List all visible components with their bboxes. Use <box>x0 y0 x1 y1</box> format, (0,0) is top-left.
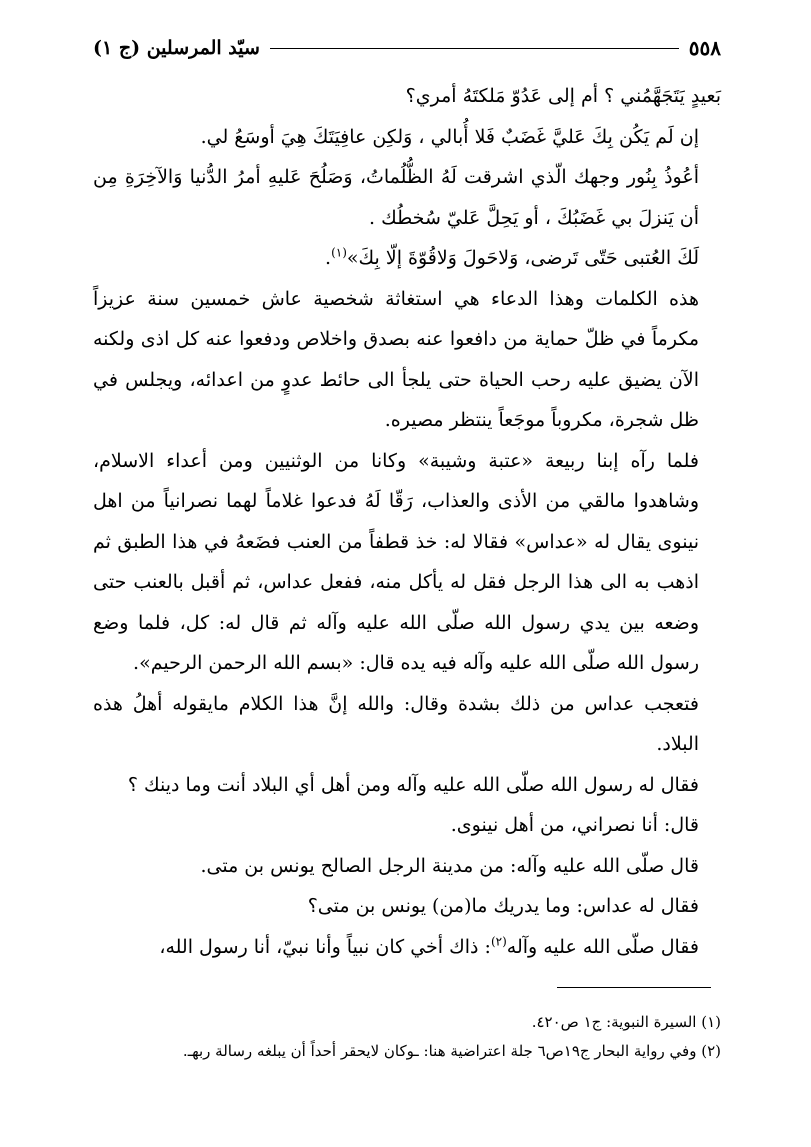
footnote-separator <box>557 987 711 988</box>
paragraph-text: لَكَ العُتبى حَتّى تَرضى، وَلاحَولَ وَلاقُوّةَ إلّا بِكَ» <box>346 247 699 269</box>
footnote-mark-2: (٢) <box>490 934 507 949</box>
paragraph: فتعجب عداس من ذلك بشدة وقال: والله إنَّ هذا الكلام مايقوله أهلُ هذه البلاد. <box>93 692 699 755</box>
paragraph: هذه الكلمات وهذا الدعاء هي استغاثة شخصية عاش خمسين سنة عزيزاً مكرماً في ظلّ حماية من دافعوا عنه بصدق واخلاص ودفعوا عنه كل اذى ولكنه الآن يضيق عليه رحب الحياة حتى يلجأ الى حائط عدوٍ من اعدائه، ويجلس في ظل شجرة، مكروباً موجَعاً ينتظر مصيره. <box>93 287 699 431</box>
page-number: ٥٥٨ <box>688 36 721 60</box>
paragraph: قال: أنا نصراني، من أهل نينوى. <box>450 814 699 836</box>
page-header <box>93 30 721 66</box>
main-text <box>93 76 721 967</box>
paragraph <box>93 927 721 968</box>
paragraph: بَعيدٍ يَتَجَهَّمُني ؟ أم إلى عَدُوّ مَلكتَهُ أمري؟ <box>405 85 721 107</box>
paragraph: فقال له رسول الله صلّى الله عليه وآله ومن أهل أي البلاد أنت وما دينك ؟ <box>127 773 699 796</box>
footnotes <box>93 1008 721 1066</box>
paragraph: لَكَ العُتبى حَتّى تَرضى، وَلاحَولَ وَلاقُوّةَ إلّا بِكَ»$^{(١)}$. <box>325 245 699 269</box>
paragraph: فقال له عداس: وما يدريك ما(من) يونس بن متى؟ <box>307 895 699 917</box>
running-title: سيّد المرسلين (ج ١) <box>93 37 260 59</box>
paragraph: أعُوذُ بِنُور وجهك الّذي اشرقت لَهُ الظُّلُماتُ، وَصَلُحَ عَليهِ أمرُ الدُّنيا وَالآخِرَةِ مِن أن يَنزلَ بي غَضَبُكَ ، أو يَحِلَّ عَليّ سُخطُك . <box>93 166 699 229</box>
paragraph-text: فقال صلّى الله عليه وآله <box>506 935 699 958</box>
paragraph-text: : ذاك أخي كان نبياً وأنا نبيّ، أنا رسول الله، <box>159 935 491 958</box>
header-rule <box>270 48 679 49</box>
footnote-1: (١) السيرة النبوية: ج١ ص٤٢٠. <box>531 1013 721 1031</box>
paragraph: إن لَم يَكُن بِكَ عَليَّ غَضَبٌ فَلا أُبالي ، وَلكِن عافِيَتَكَ هِيَ أوسَعُ لي. <box>200 125 699 148</box>
paragraph: فلما رآه إبنا ربيعة «عتبة وشيبة» وكانا من الوثنيين ومن أعداء الاسلام، وشاهدوا مالقي من الأذى والعذاب، رَقّا لَهُ فدعوا غلاماً لهما نصرانياً من اهل نينوى يقال له «عداس» فقالا له: خذ قطفاً من العنب فضَعهُ في هذا الطبق ثم اذهب به الى هذا الرجل فقل له يأكل منه، ففعل عداس، ثم أقبل بالعنب حتى وضعه بين يدي رسول الله صلّى الله عليه وآله ثم قال له: كل، فلما وضع رسول الله صلّى الله عليه وآله فيه يده قال: «بسم الله الرحمن الرحيم». <box>93 449 699 674</box>
paragraph: قال صلّى الله عليه وآله: من مدينة الرجل الصالح يونس بن متى. <box>200 854 699 877</box>
footnote-mark-1: (١) <box>331 245 347 260</box>
footnote-2: (٢) وفي رواية البحار ج١٩ص٦ جلة اعتراضية هنا: ـوكان لايحقر أحداً أن يبلغه رسالة ربهـ. <box>182 1042 721 1060</box>
